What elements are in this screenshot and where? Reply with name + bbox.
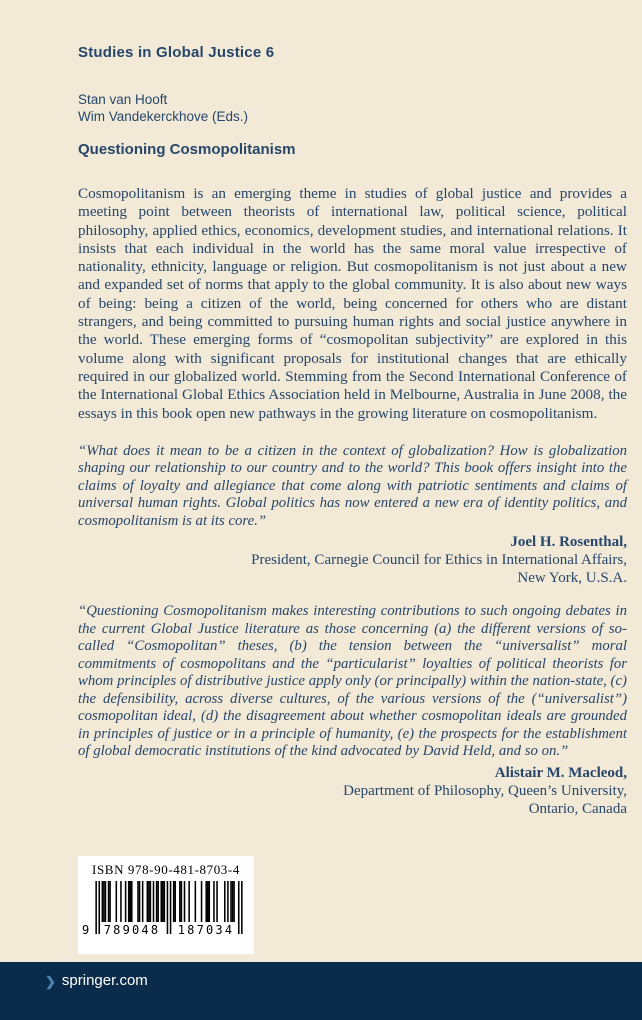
series-title: Studies in Global Justice 6 <box>78 44 275 61</box>
isbn-label: ISBN 978-90-481-8703-4 <box>92 862 240 877</box>
editor-name: Wim Vandekerckhove (Eds.) <box>78 109 249 124</box>
publisher-footer-bar <box>0 962 642 1020</box>
book-blurb: Cosmopolitanism is an emerging theme in studies of global justice and provides a meeting point between theorists of international law, political science, political philosophy, applied ethics, economics, development studies, and international relations. It insists that each individual in the world has the same moral value irrespective of nationality, ethnicity, language or religion. But cosmopolitanism is not just about a new and expanded set of norms that apply to the global community. It is also about new ways of being: being a citizen of the world, being concerned for others who are distant strangers, and being committed to pursuing human rights and social justice anywhere in the world. These emerging forms of “cosmopolitan subjectivity” are explored in this volume along with significant proposals for institutional changes that are ethically required in our globalized world. Stemming from the Second International Conference of the International Global Ethics Association held in Melbourne, Australia in June 2008, the essays in this book open new pathways in the growing literature on cosmopolitanism. <box>78 185 627 422</box>
editors-block <box>78 91 627 125</box>
endorser-location: Ontario, Canada <box>528 800 627 817</box>
endorser-name: Alistair M. Macleod, <box>494 764 627 781</box>
springer-brand-text: springer.com <box>61 972 148 989</box>
cover-text-block <box>78 44 627 818</box>
barcode-digit-group: 187034 <box>177 923 235 937</box>
endorsement-second <box>78 603 627 818</box>
barcode-digit-group: 9 <box>82 923 92 937</box>
book-title: Questioning Cosmopolitanism <box>78 141 296 158</box>
endorsement-attribution <box>78 533 627 587</box>
endorsement-quote: “Questioning Cosmopolitanism makes interesting contributions to such ongoing debates in the current Global Justice literature as those concerning (a) the different versions of so-called “Cosmopolitan” theses, (b) the tension between the “universalist” moral commitments of cosmopolitans and the “particularist” loyalties of political theorists for whom principles of distributive justice apply only (or principally) within the nation-state, (c) the defensibility, across diverse cultures, of the various versions of the (“universalist”) cosmopolitan ideal, (d) the disagreement about whether cosmopolitan ideals are grounded in principles of justice or in a principle of humanity, (e) the prospects for the establishment of global democratic institutions of the kind advocated by David Held, and so on.” <box>78 603 627 760</box>
editor-name: Stan van Hooft <box>78 92 168 107</box>
endorser-affiliation: President, Carnegie Council for Ethics in International Affairs, <box>251 552 627 569</box>
barcode-digit-group: 789048 <box>103 923 161 937</box>
endorser-name: Joel H. Rosenthal, <box>510 534 627 551</box>
springer-chevron-icon: ❯ <box>45 974 56 989</box>
endorsement-attribution <box>78 764 627 818</box>
endorsement-first <box>78 443 627 588</box>
endorser-location: New York, U.S.A. <box>517 570 627 587</box>
endorsement-quote: “What does it mean to be a citizen in the context of globalization? How is globalization shaping our relationship to our country and to the world? This book offers insight into the claims of loyalty and allegiance that come along with patriotic sentiments and claims of universal human rights. Global politics has now entered a new era of identity politics, and cosmopolitanism is at its core.” <box>78 442 627 529</box>
isbn-barcode-panel <box>78 856 254 954</box>
endorser-affiliation: Department of Philosophy, Queen’s University, <box>343 782 627 799</box>
